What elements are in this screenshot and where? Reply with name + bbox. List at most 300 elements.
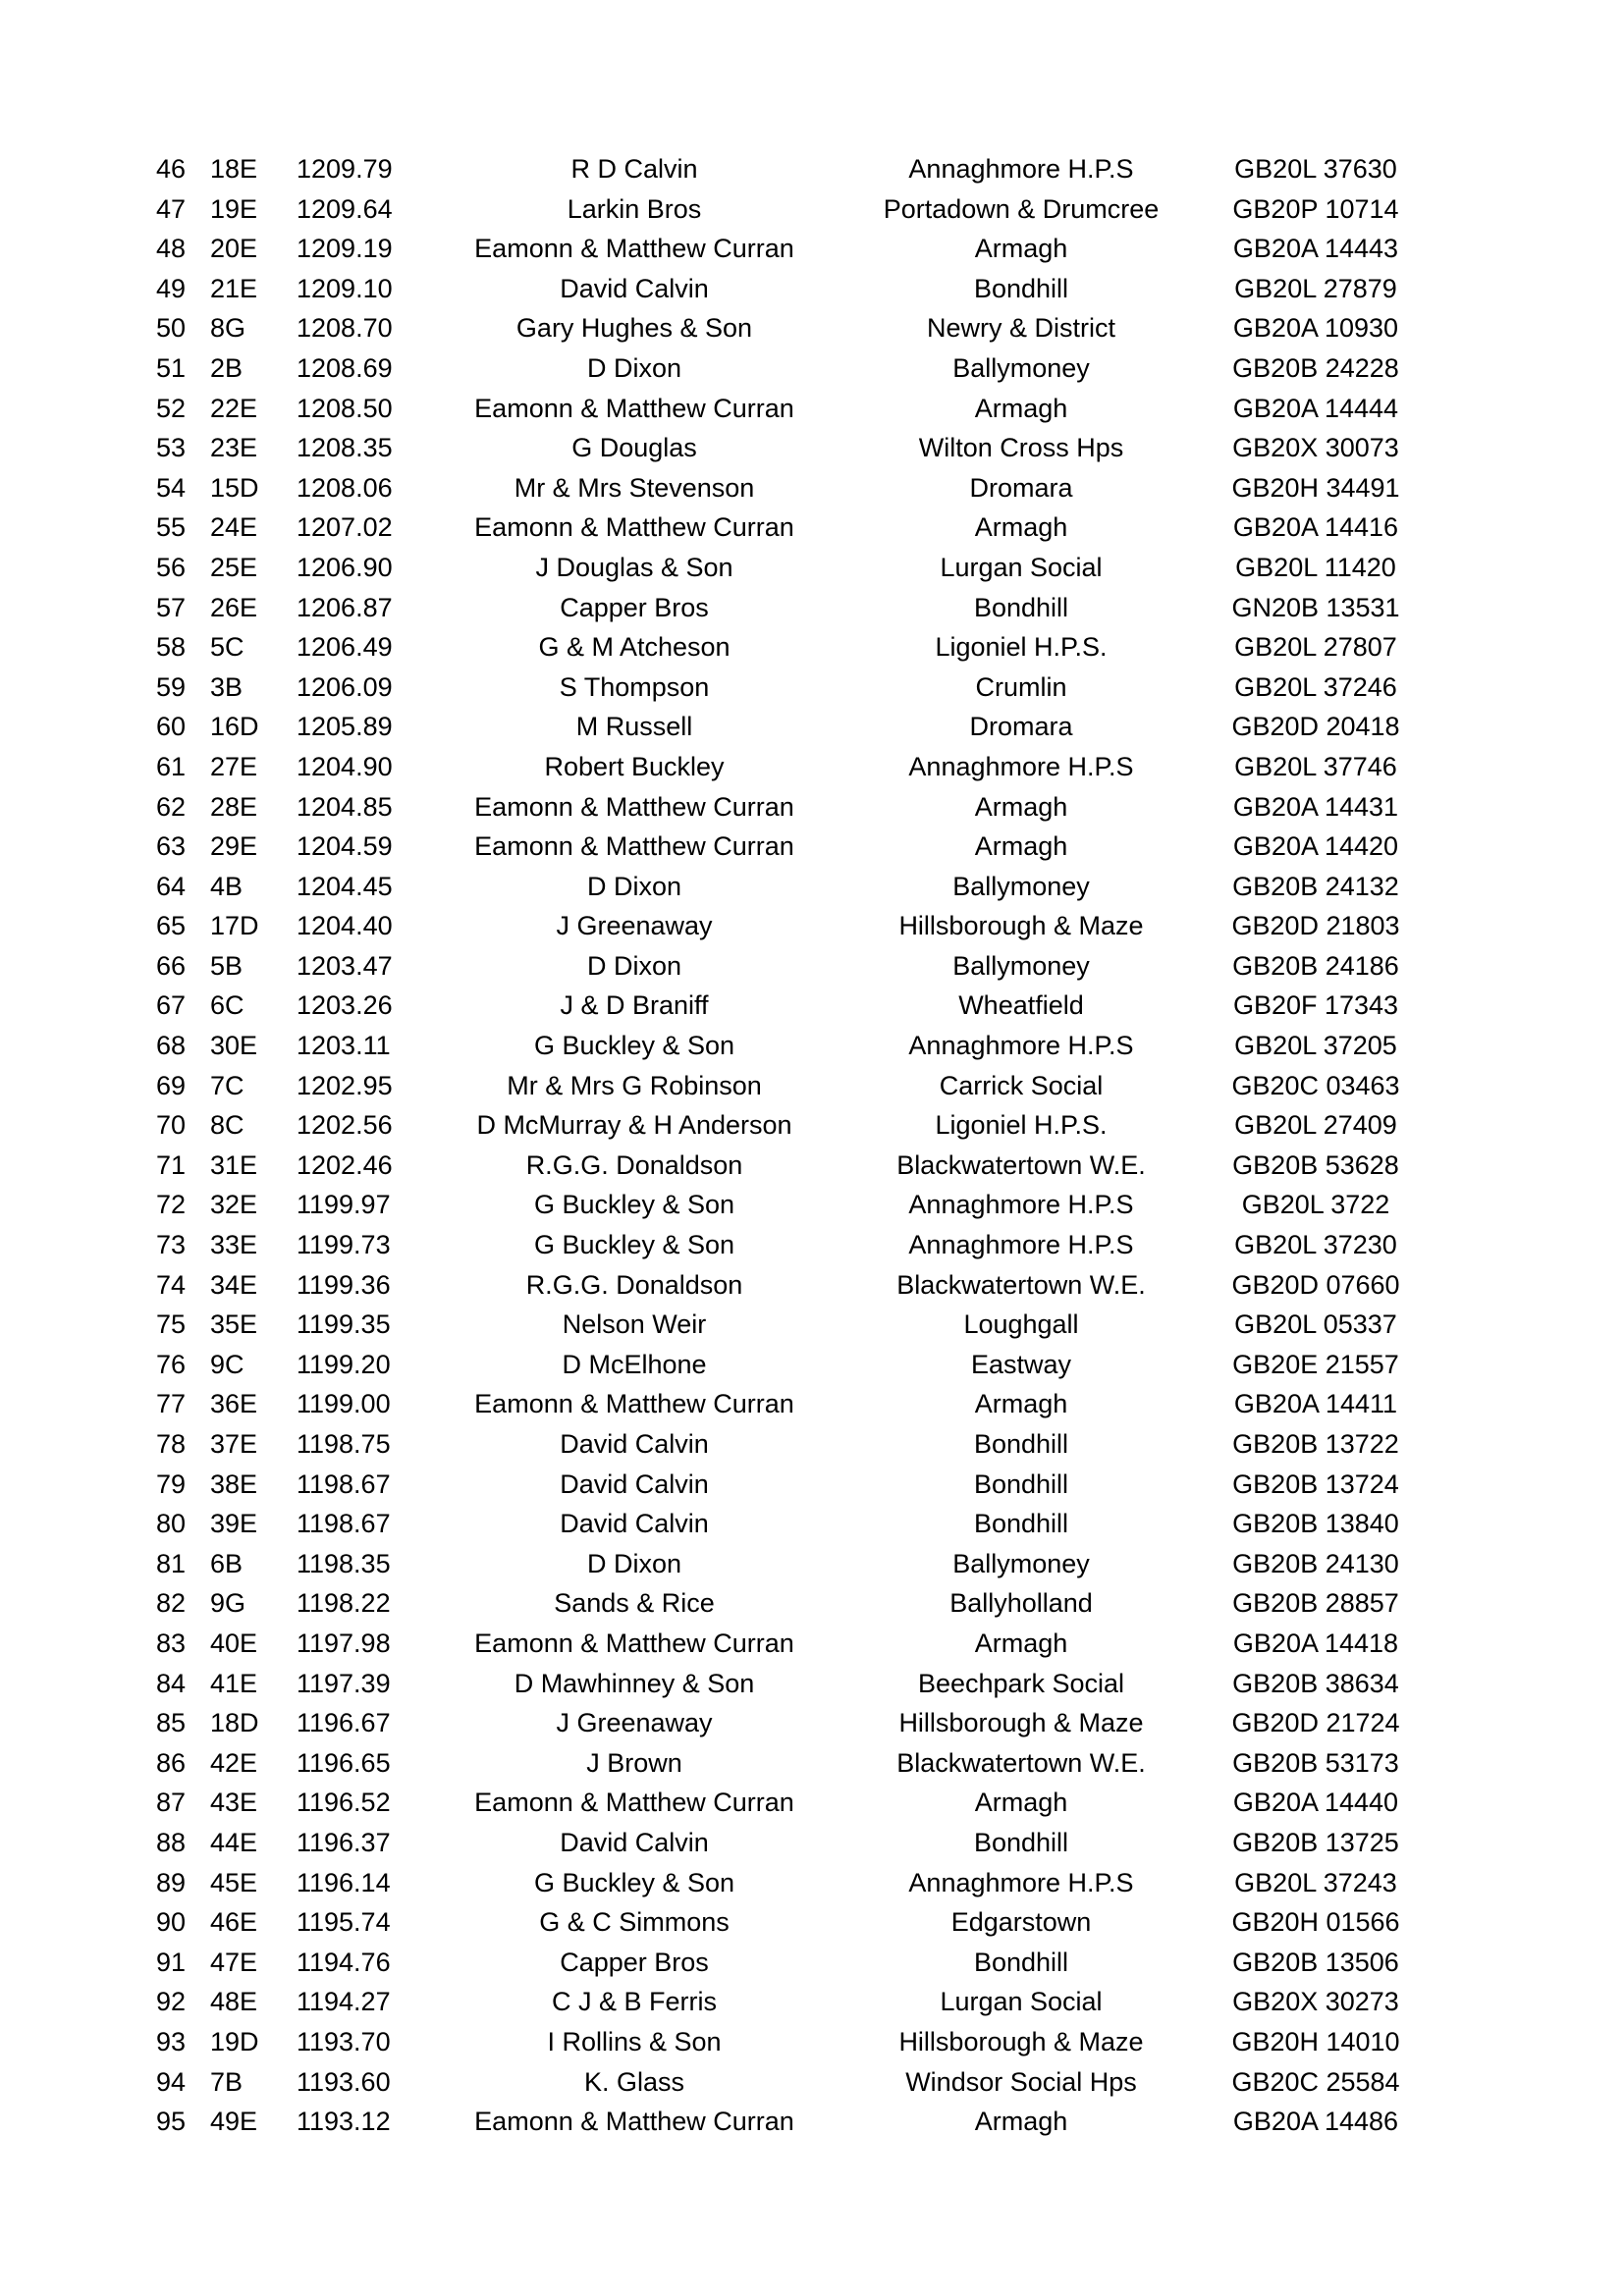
results-table [0, 149, 1624, 2142]
position-cell: 76 [156, 1349, 187, 1379]
club-name-cell: Ballymoney [952, 352, 1090, 383]
fancier-name-cell: G Buckley & Son [533, 1190, 735, 1220]
pen-number-cell: 18E [210, 154, 258, 184]
fancier-name-cell: Eamonn & Matthew Curran [474, 1788, 794, 1818]
club-name-cell: Bondhill [973, 273, 1069, 303]
table-row [0, 1783, 1624, 1823]
pen-number-cell: 37E [210, 1429, 258, 1459]
fancier-name-cell: G & C Simmons [539, 1907, 730, 1938]
club-name-cell: Annaghmore H.P.S [908, 154, 1134, 184]
velocity-cell: 1209.64 [297, 193, 393, 224]
pen-number-cell: 49E [210, 2107, 258, 2137]
ring-number-cell: GB20L 37205 [1234, 1031, 1397, 1061]
pen-number-cell: 21E [210, 273, 258, 303]
club-name-cell: Dromara [969, 712, 1073, 742]
position-cell: 46 [156, 154, 187, 184]
position-cell: 61 [156, 751, 187, 781]
fancier-name-cell: D Mawhinney & Son [514, 1668, 755, 1698]
pen-number-cell: 42E [210, 1747, 258, 1778]
fancier-name-cell: K. Glass [583, 2066, 685, 2097]
pen-number-cell: 30E [210, 1031, 258, 1061]
ring-number-cell: GN20B 13531 [1231, 592, 1400, 622]
ring-number-cell: GB20B 13725 [1232, 1827, 1399, 1857]
velocity-cell: 1208.70 [297, 313, 393, 344]
club-name-cell: Newry & District [926, 313, 1115, 344]
pen-number-cell: 3B [210, 671, 244, 702]
velocity-cell: 1193.60 [297, 2066, 391, 2097]
pen-number-cell: 5B [210, 950, 244, 981]
ring-number-cell: GB20H 01566 [1231, 1907, 1400, 1938]
fancier-name-cell: Robert Buckley [544, 751, 725, 781]
ring-number-cell: GB20L 05337 [1234, 1309, 1397, 1340]
position-cell: 79 [156, 1468, 187, 1499]
velocity-cell: 1193.12 [297, 2107, 391, 2137]
position-cell: 60 [156, 712, 187, 742]
ring-number-cell: GB20L 27409 [1234, 1110, 1397, 1141]
pen-number-cell: 46E [210, 1907, 258, 1938]
table-row [0, 1583, 1624, 1624]
velocity-cell: 1209.10 [297, 273, 393, 303]
club-name-cell: Portadown & Drumcree [883, 193, 1160, 224]
table-row [0, 1265, 1624, 1306]
ring-number-cell: GB20A 14418 [1232, 1628, 1399, 1658]
club-name-cell: Bondhill [973, 1468, 1069, 1499]
pen-number-cell: 35E [210, 1309, 258, 1340]
velocity-cell: 1205.89 [297, 712, 393, 742]
table-row [0, 707, 1624, 747]
table-row [0, 1703, 1624, 1743]
velocity-cell: 1197.98 [297, 1628, 391, 1658]
velocity-cell: 1199.20 [297, 1349, 391, 1379]
club-name-cell: Annaghmore H.P.S [908, 1230, 1134, 1260]
position-cell: 77 [156, 1389, 187, 1419]
ring-number-cell: GB20B 24228 [1232, 352, 1399, 383]
table-row [0, 2062, 1624, 2103]
position-cell: 78 [156, 1429, 187, 1459]
fancier-name-cell: David Calvin [560, 1468, 709, 1499]
velocity-cell: 1198.67 [297, 1468, 391, 1499]
club-name-cell: Carrick Social [939, 1070, 1104, 1100]
club-name-cell: Armagh [974, 1389, 1068, 1419]
fancier-name-cell: David Calvin [560, 1509, 709, 1539]
fancier-name-cell: Capper Bros [560, 592, 709, 622]
pen-number-cell: 7B [210, 2066, 244, 2097]
fancier-name-cell: David Calvin [560, 1429, 709, 1459]
club-name-cell: Edgarstown [950, 1907, 1092, 1938]
club-name-cell: Bondhill [973, 592, 1069, 622]
pen-number-cell: 33E [210, 1230, 258, 1260]
ring-number-cell: GB20B 24132 [1232, 871, 1399, 901]
velocity-cell: 1206.90 [297, 552, 393, 582]
fancier-name-cell: Eamonn & Matthew Curran [474, 393, 794, 423]
velocity-cell: 1198.67 [297, 1509, 391, 1539]
fancier-name-cell: Gary Hughes & Son [515, 313, 753, 344]
table-row [0, 348, 1624, 389]
fancier-name-cell: D McMurray & H Anderson [476, 1110, 792, 1141]
fancier-name-cell: R.G.G. Donaldson [525, 1269, 743, 1300]
position-cell: 47 [156, 193, 187, 224]
velocity-cell: 1193.70 [297, 2026, 391, 2056]
fancier-name-cell: Eamonn & Matthew Curran [474, 1389, 794, 1419]
ring-number-cell: GB20C 03463 [1231, 1070, 1400, 1100]
pen-number-cell: 9G [210, 1588, 246, 1619]
table-row [0, 588, 1624, 628]
pen-number-cell: 36E [210, 1389, 258, 1419]
fancier-name-cell: Eamonn & Matthew Curran [474, 791, 794, 822]
velocity-cell: 1199.35 [297, 1309, 391, 1340]
ring-number-cell: GB20A 14440 [1232, 1788, 1399, 1818]
position-cell: 65 [156, 911, 187, 941]
club-name-cell: Blackwatertown W.E. [896, 1149, 1146, 1180]
ring-number-cell: GB20A 14431 [1232, 791, 1399, 822]
velocity-cell: 1202.46 [297, 1149, 393, 1180]
pen-number-cell: 17D [210, 911, 259, 941]
position-cell: 86 [156, 1747, 187, 1778]
table-row [0, 1902, 1624, 1943]
pen-number-cell: 16D [210, 712, 259, 742]
pen-number-cell: 38E [210, 1468, 258, 1499]
club-name-cell: Ligoniel H.P.S. [935, 1110, 1108, 1141]
ring-number-cell: GB20A 14486 [1232, 2107, 1399, 2137]
velocity-cell: 1204.59 [297, 831, 393, 862]
pen-number-cell: 4B [210, 871, 244, 901]
ring-number-cell: GB20E 21557 [1232, 1349, 1399, 1379]
table-row [0, 269, 1624, 309]
pen-number-cell: 25E [210, 552, 258, 582]
table-row [0, 946, 1624, 987]
velocity-cell: 1209.79 [297, 154, 393, 184]
table-row [0, 986, 1624, 1026]
pen-number-cell: 45E [210, 1867, 258, 1897]
ring-number-cell: GB20L 37246 [1234, 671, 1397, 702]
velocity-cell: 1198.35 [297, 1548, 391, 1578]
ring-number-cell: GB20X 30273 [1232, 1987, 1399, 2017]
pen-number-cell: 43E [210, 1788, 258, 1818]
table-row [0, 1624, 1624, 1664]
position-cell: 92 [156, 1987, 187, 2017]
position-cell: 55 [156, 512, 187, 543]
table-row [0, 229, 1624, 269]
club-name-cell: Wheatfield [958, 990, 1084, 1021]
table-row [0, 1943, 1624, 1983]
pen-number-cell: 19D [210, 2026, 259, 2056]
club-name-cell: Armagh [974, 1628, 1068, 1658]
table-row [0, 1146, 1624, 1186]
pen-number-cell: 8C [210, 1110, 244, 1141]
fancier-name-cell: S Thompson [559, 671, 710, 702]
club-name-cell: Annaghmore H.P.S [908, 1867, 1134, 1897]
pen-number-cell: 48E [210, 1987, 258, 2017]
pen-number-cell: 2B [210, 352, 244, 383]
ring-number-cell: GB20L 27807 [1234, 632, 1397, 663]
fancier-name-cell: D Dixon [586, 352, 682, 383]
table-row [0, 906, 1624, 946]
table-row [0, 507, 1624, 548]
club-name-cell: Bondhill [973, 1827, 1069, 1857]
pen-number-cell: 5C [210, 632, 244, 663]
ring-number-cell: GB20D 21724 [1231, 1708, 1400, 1738]
ring-number-cell: GB20B 53628 [1232, 1149, 1399, 1180]
pen-number-cell: 28E [210, 791, 258, 822]
club-name-cell: Ballymoney [952, 1548, 1090, 1578]
ring-number-cell: GB20A 14416 [1232, 512, 1399, 543]
velocity-cell: 1203.11 [297, 1031, 391, 1061]
pen-number-cell: 24E [210, 512, 258, 543]
table-row [0, 1465, 1624, 1505]
ring-number-cell: GB20D 07660 [1231, 1269, 1400, 1300]
club-name-cell: Armagh [974, 831, 1068, 862]
fancier-name-cell: C J & B Ferris [551, 1987, 717, 2017]
club-name-cell: Blackwatertown W.E. [896, 1747, 1146, 1778]
club-name-cell: Annaghmore H.P.S [908, 1031, 1134, 1061]
position-cell: 73 [156, 1230, 187, 1260]
table-row [0, 1105, 1624, 1146]
pen-number-cell: 47E [210, 1947, 258, 1977]
fancier-name-cell: David Calvin [560, 1827, 709, 1857]
pen-number-cell: 15D [210, 472, 259, 503]
club-name-cell: Armagh [974, 234, 1068, 264]
position-cell: 59 [156, 671, 187, 702]
pen-number-cell: 41E [210, 1668, 258, 1698]
ring-number-cell: GB20A 14443 [1232, 234, 1399, 264]
velocity-cell: 1197.39 [297, 1668, 391, 1698]
position-cell: 91 [156, 1947, 187, 1977]
position-cell: 95 [156, 2107, 187, 2137]
position-cell: 84 [156, 1668, 187, 1698]
table-row [0, 389, 1624, 429]
pen-number-cell: 6C [210, 990, 244, 1021]
position-cell: 48 [156, 234, 187, 264]
club-name-cell: Loughgall [963, 1309, 1079, 1340]
club-name-cell: Armagh [974, 512, 1068, 543]
pen-number-cell: 27E [210, 751, 258, 781]
ring-number-cell: GB20L 37746 [1234, 751, 1397, 781]
fancier-name-cell: G & M Atcheson [538, 632, 731, 663]
position-cell: 63 [156, 831, 187, 862]
velocity-cell: 1206.09 [297, 671, 393, 702]
ring-number-cell: GB20C 25584 [1231, 2066, 1400, 2097]
club-name-cell: Lurgan Social [940, 552, 1103, 582]
position-cell: 88 [156, 1827, 187, 1857]
velocity-cell: 1198.22 [297, 1588, 391, 1619]
club-name-cell: Ballyholland [949, 1588, 1093, 1619]
ring-number-cell: GB20A 14420 [1232, 831, 1399, 862]
velocity-cell: 1196.14 [297, 1867, 391, 1897]
fancier-name-cell: J Greenaway [556, 911, 713, 941]
position-cell: 85 [156, 1708, 187, 1738]
velocity-cell: 1196.37 [297, 1827, 391, 1857]
table-row [0, 1982, 1624, 2022]
ring-number-cell: GB20B 38634 [1232, 1668, 1399, 1698]
ring-number-cell: GB20B 13722 [1232, 1429, 1399, 1459]
fancier-name-cell: D Dixon [586, 1548, 682, 1578]
table-row [0, 468, 1624, 508]
ring-number-cell: GB20D 20418 [1231, 712, 1400, 742]
fancier-name-cell: Capper Bros [560, 1947, 709, 1977]
club-name-cell: Hillsborough & Maze [898, 1708, 1144, 1738]
fancier-name-cell: J & D Braniff [560, 990, 709, 1021]
position-cell: 80 [156, 1509, 187, 1539]
position-cell: 83 [156, 1628, 187, 1658]
table-row [0, 548, 1624, 588]
table-row [0, 1225, 1624, 1265]
ring-number-cell: GB20L 27879 [1234, 273, 1397, 303]
position-cell: 67 [156, 990, 187, 1021]
pen-number-cell: 29E [210, 831, 258, 862]
fancier-name-cell: I Rollins & Son [547, 2026, 722, 2056]
fancier-name-cell: Eamonn & Matthew Curran [474, 2107, 794, 2137]
position-cell: 51 [156, 352, 187, 383]
club-name-cell: Ballymoney [952, 950, 1090, 981]
pen-number-cell: 20E [210, 234, 258, 264]
fancier-name-cell: D McElhone [562, 1349, 707, 1379]
ring-number-cell: GB20P 10714 [1232, 193, 1399, 224]
position-cell: 49 [156, 273, 187, 303]
fancier-name-cell: D Dixon [586, 871, 682, 901]
club-name-cell: Hillsborough & Maze [898, 911, 1144, 941]
pen-number-cell: 44E [210, 1827, 258, 1857]
pen-number-cell: 8G [210, 313, 246, 344]
table-row [0, 1823, 1624, 1863]
position-cell: 75 [156, 1309, 187, 1340]
velocity-cell: 1208.50 [297, 393, 393, 423]
table-row [0, 1743, 1624, 1784]
pen-number-cell: 19E [210, 193, 258, 224]
ring-number-cell: GB20H 14010 [1231, 2026, 1400, 2056]
fancier-name-cell: Eamonn & Matthew Curran [474, 831, 794, 862]
club-name-cell: Armagh [974, 1788, 1068, 1818]
position-cell: 81 [156, 1548, 187, 1578]
fancier-name-cell: G Douglas [571, 433, 697, 463]
ring-number-cell: GB20H 34491 [1231, 472, 1400, 503]
velocity-cell: 1199.00 [297, 1389, 391, 1419]
club-name-cell: Bondhill [973, 1947, 1069, 1977]
velocity-cell: 1198.75 [297, 1429, 391, 1459]
club-name-cell: Eastway [970, 1349, 1072, 1379]
pen-number-cell: 18D [210, 1708, 259, 1738]
table-row [0, 787, 1624, 828]
club-name-cell: Bondhill [973, 1509, 1069, 1539]
table-row [0, 1863, 1624, 1903]
velocity-cell: 1207.02 [297, 512, 393, 543]
club-name-cell: Armagh [974, 791, 1068, 822]
pen-number-cell: 6B [210, 1548, 244, 1578]
position-cell: 62 [156, 791, 187, 822]
ring-number-cell: GB20B 24186 [1232, 950, 1399, 981]
table-row [0, 1305, 1624, 1345]
position-cell: 66 [156, 950, 187, 981]
table-row [0, 1066, 1624, 1106]
position-cell: 58 [156, 632, 187, 663]
club-name-cell: Ballymoney [952, 871, 1090, 901]
club-name-cell: Beechpark Social [917, 1668, 1125, 1698]
table-row [0, 1026, 1624, 1066]
table-row [0, 827, 1624, 867]
ring-number-cell: GB20A 10930 [1232, 313, 1399, 344]
fancier-name-cell: G Buckley & Son [533, 1031, 735, 1061]
club-name-cell: Windsor Social Hps [905, 2066, 1137, 2097]
fancier-name-cell: D Dixon [586, 950, 682, 981]
club-name-cell: Crumlin [975, 671, 1067, 702]
pen-number-cell: 40E [210, 1628, 258, 1658]
club-name-cell: Wilton Cross Hps [918, 433, 1124, 463]
club-name-cell: Bondhill [973, 1429, 1069, 1459]
fancier-name-cell: Larkin Bros [567, 193, 702, 224]
velocity-cell: 1194.27 [297, 1987, 391, 2017]
velocity-cell: 1204.45 [297, 871, 393, 901]
fancier-name-cell: J Douglas & Son [535, 552, 733, 582]
position-cell: 94 [156, 2066, 187, 2097]
position-cell: 71 [156, 1149, 187, 1180]
velocity-cell: 1196.67 [297, 1708, 391, 1738]
velocity-cell: 1204.90 [297, 751, 393, 781]
velocity-cell: 1196.52 [297, 1788, 391, 1818]
position-cell: 90 [156, 1907, 187, 1938]
table-row [0, 1424, 1624, 1465]
ring-number-cell: GB20B 24130 [1232, 1548, 1399, 1578]
club-name-cell: Armagh [974, 2107, 1068, 2137]
velocity-cell: 1204.40 [297, 911, 393, 941]
fancier-name-cell: Eamonn & Matthew Curran [474, 234, 794, 264]
table-row [0, 1384, 1624, 1424]
ring-number-cell: GB20L 37243 [1234, 1867, 1397, 1897]
fancier-name-cell: David Calvin [560, 273, 709, 303]
club-name-cell: Blackwatertown W.E. [896, 1269, 1146, 1300]
fancier-name-cell: G Buckley & Son [533, 1230, 735, 1260]
velocity-cell: 1204.85 [297, 791, 393, 822]
table-row [0, 2102, 1624, 2142]
pen-number-cell: 9C [210, 1349, 244, 1379]
pen-number-cell: 26E [210, 592, 258, 622]
position-cell: 87 [156, 1788, 187, 1818]
table-row [0, 1504, 1624, 1544]
position-cell: 54 [156, 472, 187, 503]
pen-number-cell: 7C [210, 1070, 244, 1100]
position-cell: 93 [156, 2026, 187, 2056]
club-name-cell: Hillsborough & Maze [898, 2026, 1144, 2056]
table-row [0, 428, 1624, 468]
ring-number-cell: GB20B 13724 [1232, 1468, 1399, 1499]
club-name-cell: Armagh [974, 393, 1068, 423]
ring-number-cell: GB20L 37230 [1234, 1230, 1397, 1260]
table-row [0, 1345, 1624, 1385]
fancier-name-cell: J Greenaway [556, 1708, 713, 1738]
velocity-cell: 1195.74 [297, 1907, 391, 1938]
velocity-cell: 1206.49 [297, 632, 393, 663]
position-cell: 56 [156, 552, 187, 582]
fancier-name-cell: Eamonn & Matthew Curran [474, 1628, 794, 1658]
ring-number-cell: GB20B 13506 [1232, 1947, 1399, 1977]
table-row [0, 627, 1624, 667]
velocity-cell: 1208.35 [297, 433, 393, 463]
velocity-cell: 1199.73 [297, 1230, 391, 1260]
fancier-name-cell: Nelson Weir [562, 1309, 707, 1340]
velocity-cell: 1202.95 [297, 1070, 393, 1100]
club-name-cell: Dromara [969, 472, 1073, 503]
velocity-cell: 1194.76 [297, 1947, 391, 1977]
fancier-name-cell: Eamonn & Matthew Curran [474, 512, 794, 543]
club-name-cell: Lurgan Social [940, 1987, 1103, 2017]
velocity-cell: 1199.97 [297, 1190, 391, 1220]
position-cell: 72 [156, 1190, 187, 1220]
pen-number-cell: 32E [210, 1190, 258, 1220]
fancier-name-cell: Mr & Mrs G Robinson [507, 1070, 762, 1100]
position-cell: 68 [156, 1031, 187, 1061]
ring-number-cell: GB20B 28857 [1232, 1588, 1399, 1619]
pen-number-cell: 22E [210, 393, 258, 423]
ring-number-cell: GB20F 17343 [1232, 990, 1399, 1021]
position-cell: 89 [156, 1867, 187, 1897]
